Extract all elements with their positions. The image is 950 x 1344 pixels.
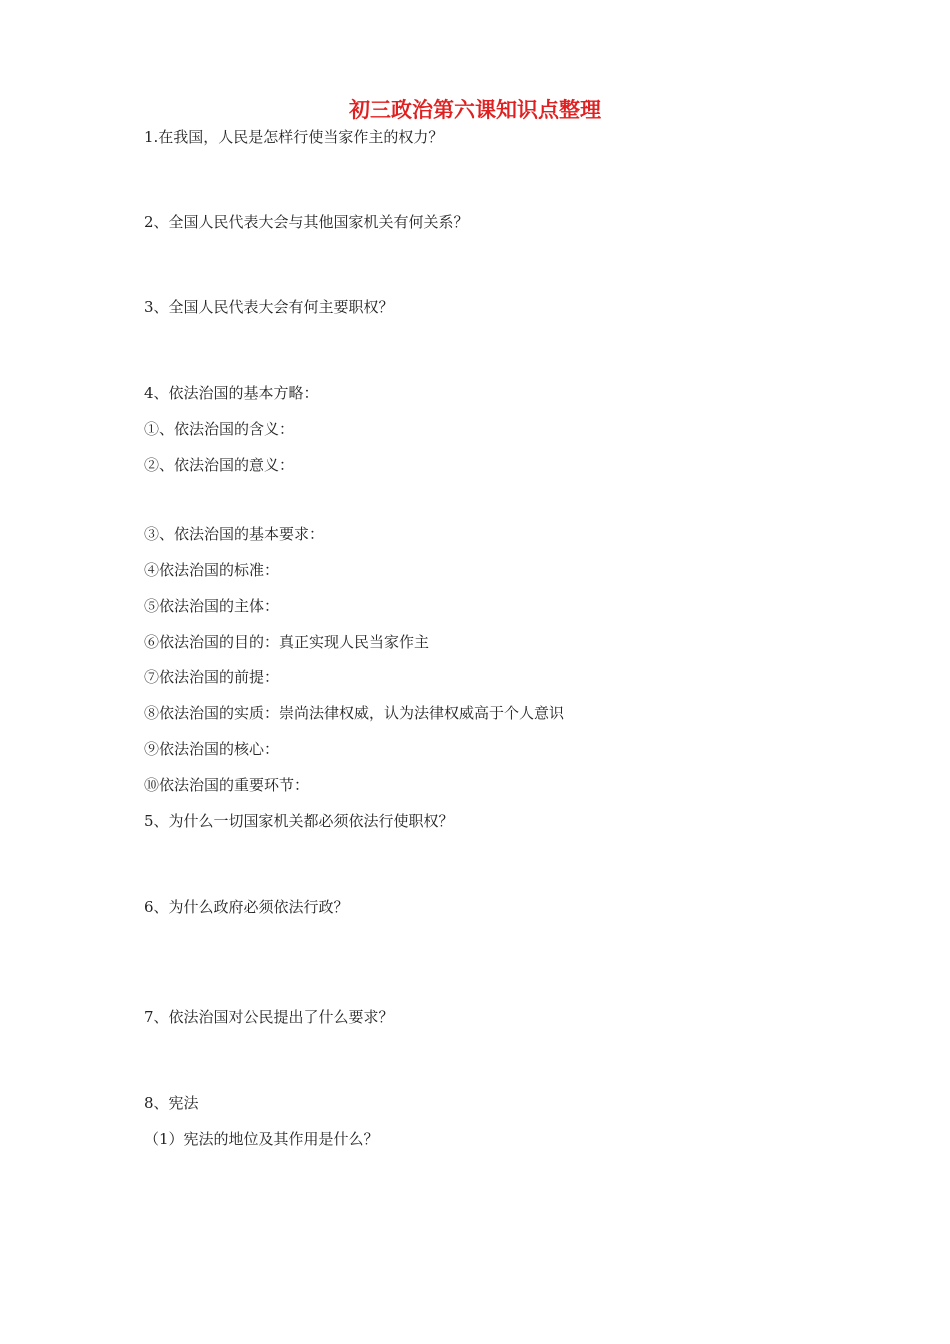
question-3: 3、全国人民代表大会有何主要职权？ [144, 298, 394, 316]
sub-item-8: ⑧依法治国的实质：崇尚法律权威，认为法律权威高于个人意识 [144, 704, 565, 722]
sub-item-10: ⑩依法治国的重要环节： [144, 776, 310, 794]
sub-item-4: ④依法治国的标准： [144, 561, 280, 579]
sub-item-9: ⑨依法治国的核心： [144, 740, 280, 758]
question-8: 8、宪法 [144, 1094, 199, 1112]
sub-item-5: ⑤依法治国的主体： [144, 597, 280, 615]
sub-item-6: ⑥依法治国的目的：真正实现人民当家作主 [144, 633, 430, 651]
sub-item-2: ②、依法治国的意义： [144, 456, 295, 474]
sub-item-3: ③、依法治国的基本要求： [144, 525, 325, 543]
question-6: 6、为什么政府必须依法行政？ [144, 898, 349, 916]
question-7: 7、依法治国对公民提出了什么要求？ [144, 1008, 394, 1026]
page-title: 初三政治第六课知识点整理 [349, 97, 601, 122]
question-5: 5、为什么一切国家机关都必须依法行使职权？ [144, 812, 454, 830]
question-2: 2、全国人民代表大会与其他国家机关有何关系？ [144, 213, 469, 231]
sub-item-7: ⑦依法治国的前提： [144, 668, 280, 686]
sub-item-1: ①、依法治国的含义： [144, 420, 295, 438]
question-4: 4、依法治国的基本方略： [144, 384, 319, 402]
question-8-sub-1: （1）宪法的地位及其作用是什么？ [144, 1130, 379, 1148]
question-1: 1.在我国，人民是怎样行使当家作主的权力？ [144, 128, 444, 146]
